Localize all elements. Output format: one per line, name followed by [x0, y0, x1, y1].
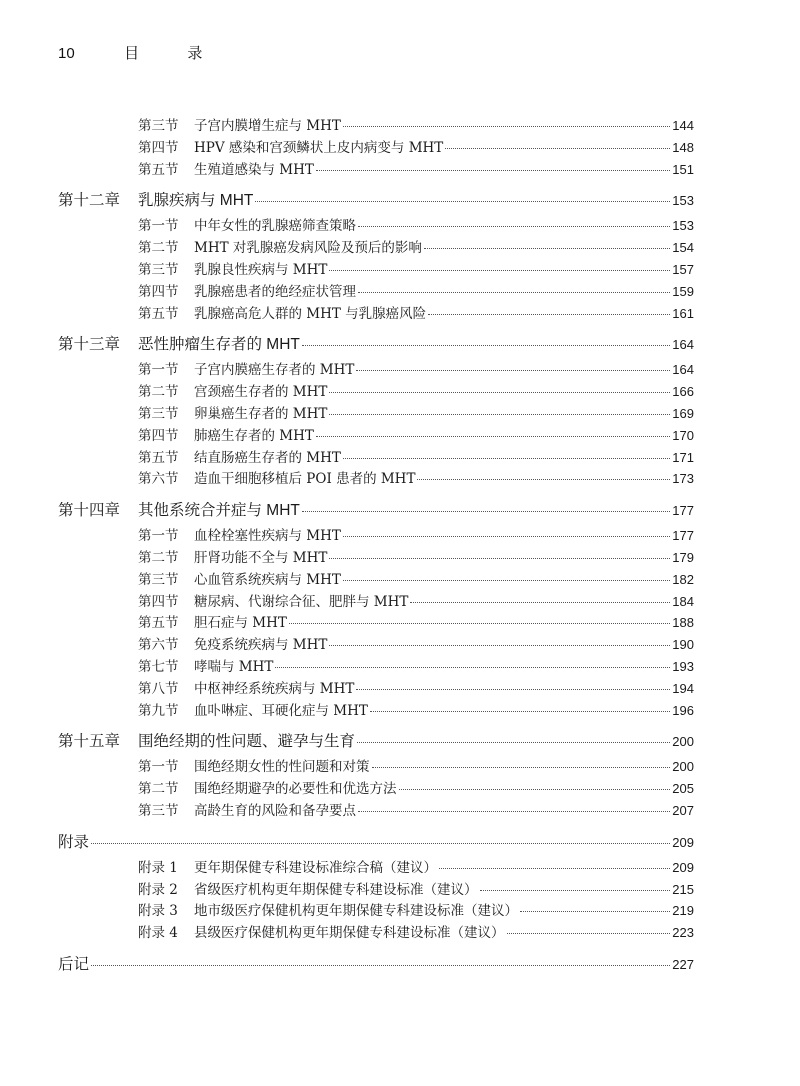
entry-page-number: 194	[672, 680, 694, 696]
entry-title: 恶性肿瘤生存者的 MHT	[138, 336, 300, 354]
entry-number: 附录 4	[138, 925, 178, 942]
entry-title: 附录	[58, 833, 90, 851]
entry-number: 第二节	[138, 549, 179, 566]
dot-leader	[316, 169, 670, 171]
entry-page-number: 157	[672, 261, 694, 277]
dot-leader	[302, 344, 670, 346]
entry-title: 中年女性的乳腺癌筛查策略	[194, 218, 356, 235]
entry-page-number: 205	[672, 781, 694, 797]
entry-page-number: 227	[672, 956, 694, 972]
entry-page-number: 144	[672, 118, 694, 133]
entry-title: 乳腺癌患者的绝经症状管理	[194, 283, 356, 300]
entry-number: 第五节	[138, 161, 179, 178]
entry-title: 地市级医疗保健机构更年期保健专科建设标准（建议）	[194, 903, 518, 920]
entry-title: 免疫系统疾病与 MHT	[194, 637, 328, 654]
dot-leader	[289, 622, 670, 624]
entry-number: 第三节	[138, 118, 179, 134]
entry-number: 附录 3	[138, 903, 178, 920]
dot-leader	[410, 601, 670, 603]
entry-number: 附录 1	[138, 859, 178, 876]
entry-title: 乳腺良性疾病与 MHT	[194, 261, 328, 278]
entry-number: 第四节	[138, 139, 179, 156]
toc-chapter-entry[interactable]	[58, 498, 694, 520]
toc-section-entry[interactable]	[58, 755, 694, 777]
toc-section-entry[interactable]	[58, 655, 694, 677]
dot-leader	[329, 557, 670, 559]
dot-leader	[439, 867, 670, 869]
entry-title: 造血干细胞移植后 POI 患者的 MHT	[194, 471, 416, 488]
entry-page-number: 196	[672, 702, 694, 718]
toc-section-entry[interactable]	[58, 380, 694, 402]
entry-title: 生殖道感染与 MHT	[194, 161, 314, 178]
toc-chapter-entry[interactable]	[58, 952, 694, 974]
entry-title: 胆石症与 MHT	[194, 615, 287, 632]
entry-page-number: 153	[672, 218, 694, 234]
entry-page-number: 161	[672, 305, 694, 321]
entry-title: 乳腺疾病与 MHT	[138, 192, 254, 210]
entry-page-number: 148	[672, 139, 694, 155]
dot-leader	[445, 147, 670, 149]
toc-chapter-entry[interactable]	[58, 729, 694, 751]
entry-page-number: 153	[672, 193, 694, 209]
entry-title: 结直肠癌生存者的 MHT	[194, 449, 341, 466]
entry-title: 哮喘与 MHT	[194, 658, 274, 675]
dot-leader	[91, 842, 670, 844]
page-number: 10	[58, 45, 75, 62]
toc-section-entry[interactable]	[58, 446, 694, 468]
dot-leader	[358, 810, 670, 812]
dot-leader	[372, 766, 671, 768]
entry-number: 第二节	[138, 781, 179, 798]
entry-number: 第十四章	[58, 502, 121, 520]
table-of-contents	[58, 114, 694, 974]
entry-page-number: 164	[672, 362, 694, 378]
entry-number: 第三节	[138, 571, 179, 588]
entry-number: 第二节	[138, 384, 179, 401]
toc-section-entry[interactable]	[58, 236, 694, 258]
entry-page-number: 170	[672, 427, 694, 443]
dot-leader	[356, 688, 670, 690]
dot-leader	[329, 391, 670, 393]
entry-title: 子宫内膜增生症与 MHT	[194, 118, 341, 134]
entry-page-number: 159	[672, 283, 694, 299]
toc-chapter-entry[interactable]	[58, 332, 694, 354]
dot-leader	[329, 413, 670, 415]
entry-page-number: 173	[672, 471, 694, 487]
dot-leader	[302, 510, 670, 512]
entry-number: 第一节	[138, 362, 179, 379]
entry-title: 县级医疗保健机构更年期保健专科建设标准（建议）	[194, 925, 505, 942]
toc-section-entry[interactable]	[58, 136, 694, 158]
toc-section-entry[interactable]	[58, 633, 694, 655]
entry-number: 第五节	[138, 305, 179, 322]
dot-leader	[343, 535, 670, 537]
entry-page-number: 207	[672, 802, 694, 818]
entry-title: 围绝经期女性的性问题和对策	[194, 759, 370, 776]
entry-title: 宫颈癌生存者的 MHT	[194, 384, 328, 401]
entry-number: 第九节	[138, 702, 179, 719]
entry-page-number: 177	[672, 503, 694, 519]
toc-section-entry[interactable]	[58, 546, 694, 568]
entry-page-number: 169	[672, 405, 694, 421]
toc-section-entry[interactable]	[58, 424, 694, 446]
entry-number: 第十五章	[58, 733, 121, 751]
entry-title: 血栓栓塞性疾病与 MHT	[194, 528, 341, 545]
dot-leader	[343, 457, 670, 459]
entry-number: 第五节	[138, 449, 179, 466]
entry-number: 第六节	[138, 637, 179, 654]
toc-chapter-entry[interactable]	[58, 830, 694, 852]
dot-leader	[358, 291, 670, 293]
dot-leader	[399, 788, 671, 790]
entry-title: MHT 对乳腺癌发病风险及预后的影响	[194, 240, 422, 257]
entry-number: 第十二章	[58, 192, 121, 210]
toc-chapter-entry[interactable]	[58, 188, 694, 210]
dot-leader	[370, 710, 670, 712]
running-header	[58, 42, 224, 63]
toc-section-entry[interactable]	[58, 590, 694, 612]
dot-leader	[343, 125, 670, 127]
entry-number: 第一节	[138, 759, 179, 776]
entry-title: 乳腺癌高危人群的 MHT 与乳腺癌风险	[194, 305, 427, 322]
entry-title: 卵巢癌生存者的 MHT	[194, 405, 328, 422]
dot-leader	[520, 910, 670, 912]
entry-number: 第四节	[138, 283, 179, 300]
dot-leader	[507, 932, 671, 934]
entry-number: 第一节	[138, 218, 179, 235]
entry-number: 第一节	[138, 528, 179, 545]
toc-section-entry[interactable]	[58, 799, 694, 821]
entry-title: 更年期保健专科建设标准综合稿（建议）	[194, 859, 437, 876]
toc-section-entry[interactable]	[58, 699, 694, 721]
toc-section-entry[interactable]	[58, 114, 694, 136]
dot-leader	[255, 200, 670, 202]
entry-number: 第四节	[138, 593, 179, 610]
entry-page-number: 209	[672, 859, 694, 875]
entry-page-number: 193	[672, 658, 694, 674]
entry-page-number: 179	[672, 549, 694, 565]
dot-leader	[417, 478, 670, 480]
toc-section-entry[interactable]	[58, 214, 694, 236]
toc-section-entry[interactable]	[58, 611, 694, 633]
entry-number: 第六节	[138, 471, 179, 488]
entry-page-number: 190	[672, 637, 694, 653]
toc-section-entry[interactable]	[58, 878, 694, 900]
dot-leader	[275, 666, 670, 668]
dot-leader	[428, 313, 670, 315]
entry-number: 第二节	[138, 240, 179, 257]
entry-number: 第十三章	[58, 336, 121, 354]
entry-page-number: 219	[672, 903, 694, 919]
entry-number: 第四节	[138, 427, 179, 444]
entry-title: 心血管系统疾病与 MHT	[194, 571, 341, 588]
entry-page-number: 182	[672, 571, 694, 587]
toc-section-entry[interactable]	[58, 358, 694, 380]
entry-page-number: 184	[672, 593, 694, 609]
entry-title: 子宫内膜癌生存者的 MHT	[194, 362, 355, 379]
entry-page-number: 200	[672, 759, 694, 775]
dot-leader	[91, 964, 670, 966]
toc-section-entry[interactable]	[58, 258, 694, 280]
entry-number: 第三节	[138, 261, 179, 278]
entry-number: 附录 2	[138, 881, 178, 898]
entry-title: 血卟啉症、耳硬化症与 MHT	[194, 702, 368, 719]
toc-section-entry[interactable]	[58, 467, 694, 489]
dot-leader	[357, 741, 670, 743]
toc-section-entry[interactable]	[58, 158, 694, 180]
entry-page-number: 151	[672, 161, 694, 177]
toc-section-entry[interactable]	[58, 677, 694, 699]
entry-number: 第三节	[138, 802, 179, 819]
entry-title: 其他系统合并症与 MHT	[138, 502, 300, 520]
toc-section-entry[interactable]	[58, 280, 694, 302]
entry-title: 中枢神经系统疾病与 MHT	[194, 680, 355, 697]
entry-page-number: 200	[672, 734, 694, 750]
dot-leader	[356, 369, 670, 371]
entry-title: HPV 感染和宫颈鳞状上皮内病变与 MHT	[194, 139, 444, 156]
entry-page-number: 171	[672, 449, 694, 465]
toc-section-entry[interactable]	[58, 921, 694, 943]
entry-number: 第五节	[138, 615, 179, 632]
entry-number: 第八节	[138, 680, 179, 697]
toc-section-entry[interactable]	[58, 302, 694, 324]
toc-section-entry[interactable]	[58, 524, 694, 546]
entry-title: 糖尿病、代谢综合征、肥胖与 MHT	[194, 593, 409, 610]
entry-number: 第三节	[138, 405, 179, 422]
entry-page-number: 188	[672, 615, 694, 631]
entry-page-number: 215	[672, 881, 694, 897]
entry-title: 围绝经期避孕的必要性和优选方法	[194, 781, 397, 798]
dot-leader	[343, 579, 670, 581]
entry-title: 省级医疗机构更年期保健专科建设标准（建议）	[194, 881, 478, 898]
entry-title: 后记	[58, 955, 90, 973]
entry-page-number: 166	[672, 384, 694, 400]
dot-leader	[480, 889, 671, 891]
entry-page-number: 209	[672, 834, 694, 850]
dot-leader	[358, 225, 670, 227]
entry-page-number: 223	[672, 925, 694, 941]
toc-section-entry[interactable]	[58, 777, 694, 799]
entry-title: 围绝经期的性问题、避孕与生育	[138, 733, 356, 751]
dot-leader	[329, 269, 670, 271]
dot-leader	[424, 247, 670, 249]
toc-section-entry[interactable]	[58, 568, 694, 590]
toc-section-entry[interactable]	[58, 402, 694, 424]
entry-title: 高龄生育的风险和备孕要点	[194, 802, 356, 819]
dot-leader	[316, 435, 670, 437]
entry-page-number: 164	[672, 337, 694, 353]
entry-title: 肺癌生存者的 MHT	[194, 427, 314, 444]
toc-section-entry[interactable]	[58, 856, 694, 878]
entry-page-number: 177	[672, 528, 694, 544]
entry-number: 第七节	[138, 658, 179, 675]
header-title: 目 录	[124, 45, 225, 62]
dot-leader	[329, 644, 670, 646]
entry-title: 肝肾功能不全与 MHT	[194, 549, 328, 566]
entry-page-number: 154	[672, 240, 694, 256]
toc-section-entry[interactable]	[58, 899, 694, 921]
